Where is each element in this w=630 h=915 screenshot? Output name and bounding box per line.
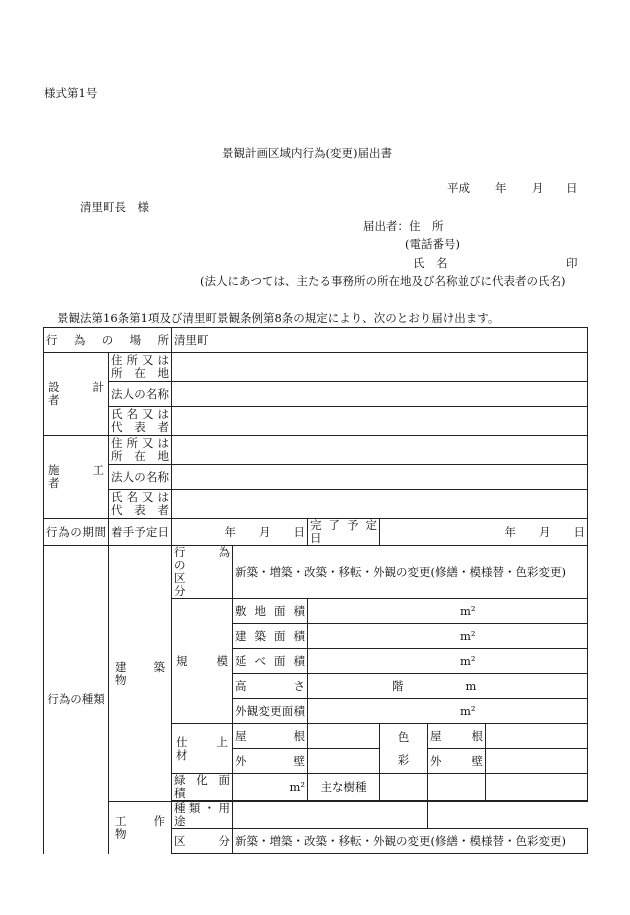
designer-label: 設 計 者 [44, 353, 109, 436]
location-value[interactable]: 清里町 [172, 328, 588, 353]
builder-label: 施 工 者 [44, 436, 109, 519]
structure-label: 工 作 物 [109, 802, 172, 854]
intro-text: 景観法第16条第1項及び清里町景観条例第8条の規定により、次のとおり届け出ます。 [57, 311, 500, 325]
date-era: 平成 [447, 181, 470, 195]
builder-rep-field[interactable] [172, 490, 588, 519]
floors-unit: 階 [392, 678, 404, 693]
period-label: 行為の期間 [44, 519, 109, 546]
green-area-field[interactable] [233, 774, 308, 801]
table-row [44, 546, 588, 599]
application-table [43, 327, 588, 854]
finish-label: 仕 上 材 [172, 724, 233, 774]
main-trees-field[interactable] [380, 774, 428, 801]
main-trees-field-3[interactable] [486, 774, 588, 801]
color-wall-field[interactable] [486, 749, 588, 774]
act-class-label-1: 行 為 の [174, 545, 242, 572]
start-date-field[interactable]: 年 月 日 [172, 519, 308, 546]
height-field[interactable] [308, 674, 588, 699]
table-row [44, 436, 588, 465]
finish-wall-label: 外 壁 [233, 749, 308, 774]
addressee: 清里町長 様 [80, 200, 149, 214]
builder-rep-label-2: 代 表 者 [111, 503, 169, 517]
ext-change-area-unit: m² [460, 703, 476, 718]
designer-address-label [109, 353, 172, 382]
main-trees-field-2[interactable] [428, 774, 486, 801]
green-area-unit: m² [289, 779, 305, 794]
structure-class-label: 区 分 [172, 829, 233, 854]
designer-rep-field[interactable] [172, 407, 588, 436]
site-area-label: 敷 地 面 積 [233, 599, 308, 624]
building-area-label: 建 築 面 積 [233, 624, 308, 649]
finish-roof-label: 屋 根 [233, 724, 308, 749]
date-year: 年 [495, 181, 507, 195]
ext-change-area-label: 外観変更面積 [233, 699, 308, 724]
builder-address-field[interactable] [172, 436, 588, 465]
color-roof-label: 屋 根 [428, 724, 486, 749]
type-use-field[interactable] [233, 802, 428, 829]
site-area-field[interactable] [308, 599, 588, 624]
builder-rep-label [109, 490, 172, 519]
table-row [44, 465, 588, 490]
floor-area-unit: m² [460, 653, 476, 668]
location-label: 行 為 の 場 所 [44, 328, 172, 353]
kind-label: 行為の種類 [44, 546, 109, 854]
date-day: 日 [566, 181, 578, 195]
height-label: 高 さ [233, 674, 308, 699]
seal-mark: 印 [566, 256, 578, 270]
act-class-value[interactable]: 新築・増築・改築・移転・外観の変更(修繕・模様替・色彩変更) [233, 546, 588, 599]
type-use-label: 種類・用途 [172, 802, 233, 829]
scale-label: 規 模 [172, 599, 233, 724]
end-date-label: 完 了 予 定 日 [308, 519, 380, 546]
building-area-field[interactable] [308, 624, 588, 649]
applicant-phone-label: (電話番号) [405, 237, 460, 251]
building-area-unit: m² [460, 628, 476, 643]
builder-corp-name-field[interactable] [172, 465, 588, 490]
main-trees-label: 主な樹種 [308, 774, 380, 801]
table-row [44, 802, 588, 829]
color-roof-field[interactable] [486, 724, 588, 749]
designer-corp-name-label: 法人の名称 [109, 382, 172, 407]
builder-address-label [109, 436, 172, 465]
table-row [44, 382, 588, 407]
table-row [44, 353, 588, 382]
designer-address-label-2: 所 在 地 [111, 366, 169, 380]
color-label [380, 724, 428, 774]
applicant-note: (法人にあつては、主たる事務所の所在地及び名称並びに代表者の氏名) [200, 274, 566, 288]
designer-rep-label [109, 407, 172, 436]
start-date-label: 着手予定日 [109, 519, 172, 546]
type-use-blank [428, 802, 588, 829]
end-date-field[interactable]: 年 月 日 [380, 519, 588, 546]
structure-class-value[interactable]: 新築・増築・改築・移転・外観の変更(修繕・模様替・色彩変更) [233, 829, 588, 854]
builder-address-label-1: 住 所 又 は [111, 436, 169, 450]
table-row [44, 490, 588, 519]
floor-area-field[interactable] [308, 649, 588, 674]
builder-address-label-2: 所 在 地 [111, 449, 169, 463]
color-label-1: 色 [397, 729, 410, 744]
designer-corp-name-field[interactable] [172, 382, 588, 407]
designer-address-label-1: 住 所 又 は [111, 353, 169, 367]
designer-rep-label-2: 代 表 者 [111, 420, 169, 434]
designer-rep-label-1: 氏 名 又 は [111, 407, 169, 421]
page-title: 景観計画区域内行為(変更)届出書 [222, 146, 392, 160]
site-area-unit: m² [460, 603, 476, 618]
applicant-label: 届出者： [363, 219, 409, 233]
ext-change-area-field[interactable] [308, 699, 588, 724]
color-wall-label: 外 壁 [428, 749, 486, 774]
date-month: 月 [532, 181, 544, 195]
act-class-label [172, 545, 242, 599]
applicant-address-label: 住 所 [409, 219, 444, 233]
table-row [44, 328, 588, 353]
floor-area-label: 延 べ 面 積 [233, 649, 308, 674]
act-class-label-2: 区 分 [174, 571, 220, 598]
building-label: 建 築 物 [109, 546, 172, 802]
color-label-2: 彩 [397, 752, 410, 767]
form-number: 様式第1号 [44, 86, 98, 100]
builder-rep-label-1: 氏 名 又 は [111, 490, 169, 504]
table-row [44, 407, 588, 436]
table-row [44, 519, 588, 546]
green-area-label: 緑 化 面 積 [172, 774, 233, 801]
applicant-name-label: 氏 名 [413, 256, 448, 270]
builder-corp-name-label: 法人の名称 [109, 465, 172, 490]
finish-wall-field[interactable] [308, 749, 380, 774]
finish-roof-field[interactable] [308, 724, 380, 749]
height-unit: m [465, 678, 477, 693]
designer-address-field[interactable] [172, 353, 588, 382]
